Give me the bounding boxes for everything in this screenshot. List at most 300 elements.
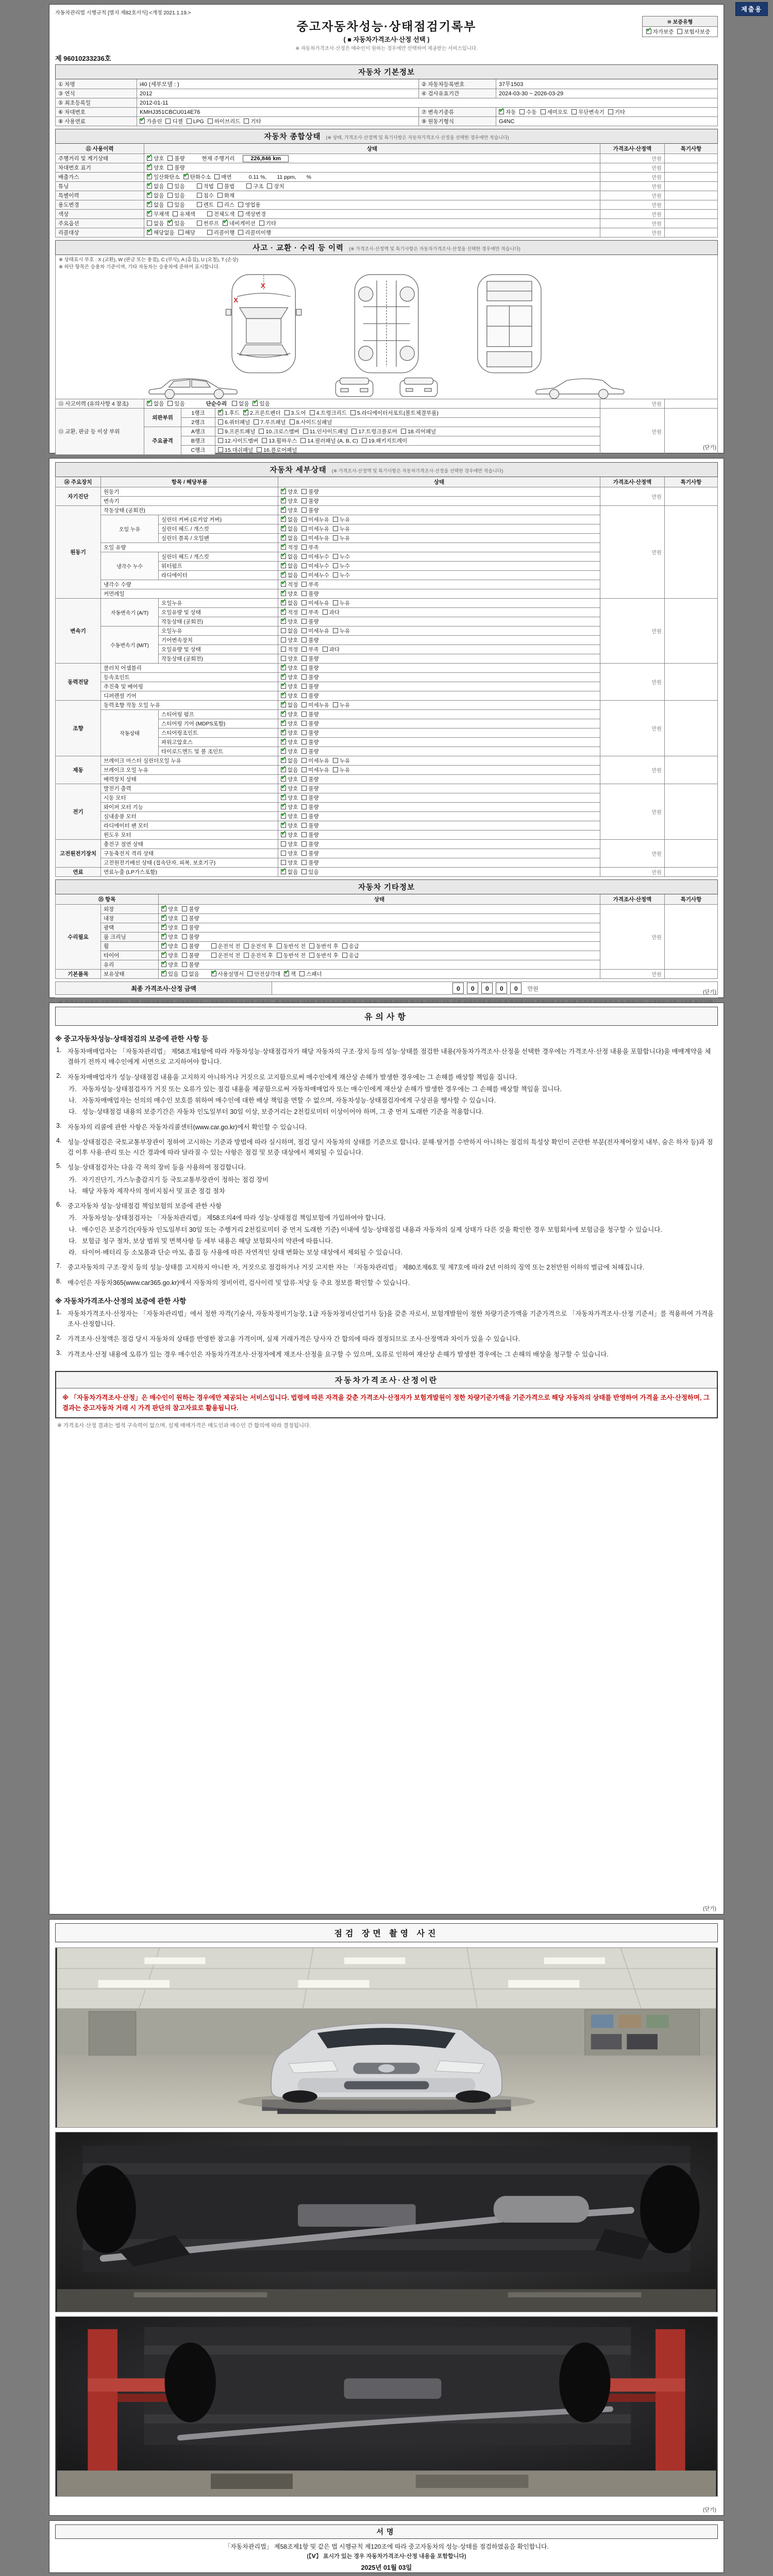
checkbox-option[interactable] — [197, 201, 214, 209]
checkbox-option[interactable] — [301, 812, 318, 820]
checkbox-option[interactable] — [254, 418, 285, 426]
checkbox-option[interactable] — [333, 571, 350, 579]
checked-checkbox-icon[interactable] — [281, 545, 286, 550]
checkbox-option[interactable] — [333, 599, 350, 607]
checkbox-icon[interactable] — [197, 221, 202, 226]
checkbox-option[interactable] — [281, 710, 298, 718]
checkbox-option[interactable] — [333, 562, 350, 570]
checkbox-icon[interactable] — [244, 953, 249, 958]
checkbox-option[interactable] — [301, 738, 318, 746]
checkbox-option[interactable] — [301, 673, 318, 681]
checkbox-icon[interactable] — [301, 563, 307, 568]
checkbox-icon[interactable] — [301, 711, 307, 717]
checkbox-icon[interactable] — [238, 230, 243, 235]
checkbox-option[interactable] — [281, 738, 298, 746]
checkbox-option[interactable] — [301, 590, 318, 598]
checkbox-option[interactable] — [217, 192, 234, 199]
checkbox-option[interactable] — [182, 914, 199, 922]
checkbox-option[interactable] — [281, 868, 298, 876]
checkbox-option[interactable] — [167, 201, 184, 209]
checkbox-icon[interactable] — [301, 600, 307, 605]
checked-checkbox-icon[interactable] — [147, 211, 152, 216]
checkbox-icon[interactable] — [182, 906, 187, 911]
checkbox-icon[interactable] — [333, 554, 338, 559]
checkbox-icon[interactable] — [301, 647, 307, 652]
checked-checkbox-icon[interactable] — [281, 786, 286, 791]
checkbox-option[interactable] — [301, 534, 329, 542]
checkbox-option[interactable] — [147, 164, 164, 172]
checkbox-icon[interactable] — [182, 971, 187, 976]
checked-checkbox-icon[interactable] — [281, 730, 286, 735]
checkbox-icon[interactable] — [167, 156, 173, 161]
checkbox-icon[interactable] — [281, 637, 286, 642]
checkbox-icon[interactable] — [301, 749, 307, 754]
checked-checkbox-icon[interactable] — [281, 767, 286, 772]
checkbox-option[interactable] — [281, 729, 298, 737]
checkbox-icon[interactable] — [197, 193, 202, 198]
checkbox-option[interactable] — [301, 683, 318, 690]
checked-checkbox-icon[interactable] — [281, 702, 286, 707]
checkbox-icon[interactable] — [301, 767, 307, 772]
checkbox-icon[interactable] — [301, 851, 307, 856]
checkbox-option[interactable] — [301, 859, 318, 867]
checkbox-icon[interactable] — [333, 563, 338, 568]
checkbox-option[interactable] — [281, 757, 298, 765]
checkbox-option[interactable] — [333, 766, 350, 774]
checkbox-icon[interactable] — [281, 851, 286, 856]
checkbox-option[interactable] — [401, 428, 436, 435]
checkbox-icon[interactable] — [303, 429, 308, 434]
checked-checkbox-icon[interactable] — [281, 721, 286, 726]
checkbox-icon[interactable] — [167, 401, 173, 406]
checkbox-icon[interactable] — [147, 221, 152, 226]
checkbox-icon[interactable] — [211, 953, 216, 958]
checked-checkbox-icon[interactable] — [281, 795, 286, 800]
checked-checkbox-icon[interactable] — [147, 193, 152, 198]
checkbox-icon[interactable] — [301, 619, 307, 624]
checkbox-icon[interactable] — [351, 429, 357, 434]
checked-checkbox-icon[interactable] — [281, 609, 286, 615]
checkbox-option[interactable] — [211, 942, 241, 950]
checkbox-option[interactable] — [333, 701, 350, 709]
checkbox-option[interactable] — [182, 924, 199, 931]
checkbox-icon[interactable] — [232, 401, 237, 406]
checkbox-option[interactable] — [161, 952, 178, 959]
checkbox-option[interactable] — [281, 673, 298, 681]
checked-checkbox-icon[interactable] — [147, 202, 152, 207]
checked-checkbox-icon[interactable] — [147, 401, 152, 406]
checkbox-icon[interactable] — [211, 943, 216, 948]
checkbox-option[interactable] — [147, 182, 164, 190]
checkbox-icon[interactable] — [323, 609, 328, 615]
checkbox-option[interactable] — [281, 562, 298, 570]
checkbox-option[interactable] — [301, 840, 318, 848]
checkbox-option[interactable] — [218, 437, 258, 445]
checkbox-icon[interactable] — [301, 776, 307, 782]
checked-checkbox-icon[interactable] — [223, 221, 228, 226]
checkbox-icon[interactable] — [281, 841, 286, 846]
checkbox-option[interactable] — [161, 933, 178, 941]
checkbox-icon[interactable] — [173, 211, 178, 216]
checkbox-option[interactable] — [301, 803, 318, 811]
checkbox-option[interactable] — [284, 409, 306, 417]
checkbox-option[interactable] — [167, 155, 184, 162]
checkbox-option[interactable] — [301, 868, 318, 876]
checked-checkbox-icon[interactable] — [281, 489, 286, 494]
checkbox-option[interactable] — [147, 155, 164, 162]
checkbox-icon[interactable] — [608, 109, 613, 114]
checkbox-option[interactable] — [301, 636, 318, 644]
checkbox-option[interactable] — [301, 655, 318, 663]
checkbox-icon[interactable] — [301, 572, 307, 578]
checkbox-option[interactable] — [182, 952, 199, 959]
checkbox-option[interactable] — [281, 850, 298, 857]
checkbox-option[interactable] — [253, 400, 270, 408]
checkbox-option[interactable] — [183, 173, 211, 181]
checked-checkbox-icon[interactable] — [281, 572, 286, 578]
checked-checkbox-icon[interactable] — [253, 401, 258, 406]
checkbox-icon[interactable] — [301, 517, 307, 522]
checkbox-option[interactable] — [238, 210, 266, 218]
checked-checkbox-icon[interactable] — [281, 684, 286, 689]
checkbox-option[interactable] — [246, 182, 263, 190]
checkbox-icon[interactable] — [208, 118, 213, 124]
checkbox-icon[interactable] — [217, 193, 223, 198]
checked-checkbox-icon[interactable] — [281, 535, 286, 540]
checkbox-icon[interactable] — [301, 637, 307, 642]
checkbox-option[interactable] — [182, 961, 199, 969]
checkbox-icon[interactable] — [299, 971, 305, 976]
checked-checkbox-icon[interactable] — [161, 916, 166, 921]
checkbox-option[interactable] — [301, 785, 318, 792]
checkbox-option[interactable] — [301, 525, 329, 533]
checkbox-option[interactable] — [207, 229, 235, 236]
checkbox-option[interactable] — [167, 219, 184, 227]
checkbox-option[interactable] — [167, 400, 184, 408]
checked-checkbox-icon[interactable] — [281, 711, 286, 717]
checkbox-icon[interactable] — [197, 202, 202, 207]
checkbox-option[interactable] — [167, 192, 184, 199]
checkbox-icon[interactable] — [301, 498, 307, 503]
checkbox-icon[interactable] — [197, 183, 202, 189]
checkbox-option[interactable] — [214, 173, 231, 181]
checkbox-option[interactable] — [333, 553, 350, 561]
checkbox-option[interactable] — [182, 970, 199, 978]
checkbox-icon[interactable] — [301, 665, 307, 670]
checkbox-icon[interactable] — [257, 447, 262, 452]
checkbox-option[interactable] — [350, 409, 439, 417]
checkbox-icon[interactable] — [244, 118, 249, 124]
checked-checkbox-icon[interactable] — [281, 582, 286, 587]
checkbox-icon[interactable] — [178, 230, 183, 235]
checkbox-option[interactable] — [238, 229, 271, 236]
checkbox-icon[interactable] — [333, 702, 338, 707]
checkbox-icon[interactable] — [572, 109, 577, 114]
checkbox-icon[interactable] — [342, 953, 347, 958]
checkbox-option[interactable] — [333, 525, 350, 533]
checkbox-icon[interactable] — [519, 109, 525, 114]
checkbox-option[interactable] — [301, 497, 318, 505]
checkbox-option[interactable] — [281, 525, 298, 533]
checkbox-option[interactable] — [182, 933, 199, 941]
checkbox-option[interactable] — [333, 516, 350, 523]
checkbox-option[interactable] — [572, 108, 604, 116]
checkbox-option[interactable] — [677, 28, 710, 36]
checkbox-icon[interactable] — [300, 438, 306, 443]
checkbox-option[interactable] — [342, 952, 359, 959]
checkbox-option[interactable] — [281, 646, 298, 653]
checkbox-option[interactable] — [301, 664, 318, 672]
checked-checkbox-icon[interactable] — [646, 29, 651, 34]
checked-checkbox-icon[interactable] — [281, 591, 286, 596]
checkbox-option[interactable] — [244, 952, 273, 959]
checkbox-icon[interactable] — [238, 202, 243, 207]
checked-checkbox-icon[interactable] — [281, 526, 286, 531]
checkbox-icon[interactable] — [254, 419, 259, 425]
checkbox-option[interactable] — [301, 720, 318, 727]
checkbox-option[interactable] — [281, 627, 298, 635]
checkbox-option[interactable] — [147, 229, 175, 236]
checked-checkbox-icon[interactable] — [281, 814, 286, 819]
checkbox-icon[interactable] — [290, 419, 295, 425]
checkbox-option[interactable] — [281, 748, 298, 755]
checkbox-icon[interactable] — [333, 767, 338, 772]
checkbox-option[interactable] — [281, 822, 298, 829]
checkbox-option[interactable] — [362, 437, 407, 445]
checkbox-icon[interactable] — [259, 429, 264, 434]
checkbox-option[interactable] — [300, 437, 358, 445]
checkbox-option[interactable] — [281, 766, 298, 774]
checkbox-icon[interactable] — [342, 943, 347, 948]
checkbox-option[interactable] — [301, 831, 318, 839]
checkbox-icon[interactable] — [218, 447, 223, 452]
checkbox-option[interactable] — [301, 571, 329, 579]
checkbox-icon[interactable] — [301, 684, 307, 689]
checked-checkbox-icon[interactable] — [161, 962, 166, 967]
checkbox-option[interactable] — [147, 201, 164, 209]
checkbox-option[interactable] — [281, 599, 298, 607]
checked-checkbox-icon[interactable] — [281, 619, 286, 624]
checkbox-option[interactable] — [218, 409, 240, 417]
checkbox-option[interactable] — [182, 905, 199, 913]
checkbox-icon[interactable] — [167, 183, 173, 189]
checkbox-option[interactable] — [281, 618, 298, 625]
checkbox-option[interactable] — [301, 562, 329, 570]
checkbox-option[interactable] — [646, 28, 674, 36]
checkbox-icon[interactable] — [187, 118, 192, 124]
checkbox-icon[interactable] — [541, 109, 546, 114]
checkbox-icon[interactable] — [301, 591, 307, 596]
checkbox-option[interactable] — [281, 553, 298, 561]
checkbox-icon[interactable] — [301, 758, 307, 763]
checkbox-option[interactable] — [281, 775, 298, 783]
checkbox-option[interactable] — [173, 210, 195, 218]
checkbox-icon[interactable] — [284, 410, 290, 415]
checkbox-option[interactable] — [161, 942, 178, 950]
checkbox-option[interactable] — [303, 428, 348, 435]
checked-checkbox-icon[interactable] — [161, 906, 166, 911]
close-link[interactable]: (닫기) — [703, 990, 716, 995]
checkbox-icon[interactable] — [281, 860, 286, 865]
checkbox-icon[interactable] — [277, 943, 282, 948]
checked-checkbox-icon[interactable] — [281, 823, 286, 828]
checkbox-option[interactable] — [301, 775, 318, 783]
checkbox-option[interactable] — [281, 840, 298, 848]
checkbox-option[interactable] — [310, 409, 347, 417]
checkbox-icon[interactable] — [301, 832, 307, 837]
checked-checkbox-icon[interactable] — [183, 174, 189, 179]
checkbox-option[interactable] — [333, 757, 350, 765]
checked-checkbox-icon[interactable] — [281, 554, 286, 559]
checkbox-icon[interactable] — [301, 721, 307, 726]
checkbox-option[interactable] — [281, 534, 298, 542]
checkbox-option[interactable] — [281, 636, 298, 644]
checkbox-option[interactable] — [167, 182, 184, 190]
checkbox-icon[interactable] — [301, 814, 307, 819]
checkbox-option[interactable] — [165, 117, 182, 125]
checkbox-option[interactable] — [301, 646, 318, 653]
checkbox-option[interactable] — [281, 608, 298, 616]
checkbox-option[interactable] — [232, 400, 249, 408]
checkbox-option[interactable] — [281, 692, 298, 700]
checkbox-option[interactable] — [301, 710, 318, 718]
checkbox-icon[interactable] — [301, 582, 307, 587]
checkbox-icon[interactable] — [333, 535, 338, 540]
checkbox-option[interactable] — [323, 608, 340, 616]
checkbox-icon[interactable] — [301, 786, 307, 791]
checkbox-icon[interactable] — [301, 628, 307, 633]
checkbox-option[interactable] — [277, 952, 306, 959]
checkbox-option[interactable] — [323, 646, 340, 653]
checkbox-icon[interactable] — [167, 202, 173, 207]
checkbox-option[interactable] — [197, 219, 219, 227]
checkbox-icon[interactable] — [301, 795, 307, 800]
checkbox-icon[interactable] — [267, 183, 272, 189]
checkbox-icon[interactable] — [207, 211, 212, 216]
checkbox-option[interactable] — [211, 970, 244, 978]
checkbox-option[interactable] — [218, 418, 250, 426]
checkbox-option[interactable] — [301, 692, 318, 700]
checkbox-icon[interactable] — [217, 183, 223, 189]
checkbox-option[interactable] — [301, 729, 318, 737]
checkbox-option[interactable] — [281, 664, 298, 672]
checkbox-option[interactable] — [281, 581, 298, 588]
checkbox-icon[interactable] — [182, 934, 187, 939]
checked-checkbox-icon[interactable] — [147, 165, 152, 170]
checkbox-icon[interactable] — [301, 535, 307, 540]
checkbox-option[interactable] — [178, 229, 195, 236]
checked-checkbox-icon[interactable] — [281, 498, 286, 503]
checkbox-option[interactable] — [301, 794, 318, 802]
checkbox-option[interactable] — [281, 506, 298, 514]
checked-checkbox-icon[interactable] — [281, 563, 286, 568]
checkbox-option[interactable] — [301, 488, 318, 496]
checkbox-icon[interactable] — [281, 628, 286, 633]
checkbox-option[interactable] — [218, 428, 255, 435]
checkbox-icon[interactable] — [217, 202, 223, 207]
checkbox-icon[interactable] — [207, 230, 212, 235]
checkbox-option[interactable] — [161, 961, 178, 969]
checkbox-option[interactable] — [301, 850, 318, 857]
checked-checkbox-icon[interactable] — [281, 832, 286, 837]
checked-checkbox-icon[interactable] — [281, 869, 286, 874]
checkbox-icon[interactable] — [167, 165, 173, 170]
checkbox-option[interactable] — [499, 108, 516, 116]
checked-checkbox-icon[interactable] — [147, 183, 152, 189]
checked-checkbox-icon[interactable] — [218, 410, 223, 415]
checked-checkbox-icon[interactable] — [281, 776, 286, 782]
checkbox-option[interactable] — [309, 952, 339, 959]
checkbox-option[interactable] — [309, 942, 339, 950]
checkbox-option[interactable] — [281, 794, 298, 802]
checkbox-option[interactable] — [333, 534, 350, 542]
checkbox-icon[interactable] — [301, 554, 307, 559]
checkbox-icon[interactable] — [281, 656, 286, 661]
checkbox-icon[interactable] — [238, 211, 243, 216]
checkbox-option[interactable] — [197, 192, 214, 199]
checkbox-option[interactable] — [207, 210, 235, 218]
checkbox-option[interactable] — [182, 942, 199, 950]
checkbox-option[interactable] — [147, 192, 164, 199]
checkbox-icon[interactable] — [301, 656, 307, 661]
checkbox-icon[interactable] — [246, 183, 251, 189]
checkbox-option[interactable] — [519, 108, 536, 116]
checkbox-option[interactable] — [161, 905, 178, 913]
checked-checkbox-icon[interactable] — [281, 693, 286, 698]
checkbox-icon[interactable] — [333, 628, 338, 633]
checkbox-option[interactable] — [301, 608, 318, 616]
checkbox-option[interactable] — [281, 701, 298, 709]
checkbox-option[interactable] — [243, 409, 280, 417]
checkbox-option[interactable] — [147, 219, 164, 227]
checked-checkbox-icon[interactable] — [499, 109, 504, 114]
checkbox-icon[interactable] — [218, 429, 223, 434]
checkbox-icon[interactable] — [310, 410, 315, 415]
checkbox-icon[interactable] — [182, 953, 187, 958]
checkbox-option[interactable] — [281, 544, 298, 551]
checkbox-option[interactable] — [351, 428, 397, 435]
checked-checkbox-icon[interactable] — [281, 674, 286, 680]
checkbox-option[interactable] — [247, 970, 280, 978]
checkbox-icon[interactable] — [301, 545, 307, 550]
checkbox-option[interactable] — [301, 516, 329, 523]
checkbox-icon[interactable] — [333, 526, 338, 531]
checkbox-icon[interactable] — [309, 953, 314, 958]
checkbox-icon[interactable] — [277, 953, 282, 958]
checkbox-option[interactable] — [244, 117, 261, 125]
checked-checkbox-icon[interactable] — [284, 971, 289, 976]
checkbox-icon[interactable] — [301, 693, 307, 698]
close-link[interactable]: (닫기) — [703, 2507, 716, 2513]
checkbox-icon[interactable] — [218, 419, 223, 425]
checkbox-option[interactable] — [281, 488, 298, 496]
checkbox-option[interactable] — [301, 618, 318, 625]
checkbox-option[interactable] — [161, 924, 178, 931]
checkbox-option[interactable] — [187, 118, 204, 125]
checked-checkbox-icon[interactable] — [147, 174, 152, 179]
checked-checkbox-icon[interactable] — [281, 758, 286, 763]
checkbox-icon[interactable] — [323, 647, 328, 652]
checked-checkbox-icon[interactable] — [161, 953, 166, 958]
checked-checkbox-icon[interactable] — [161, 925, 166, 930]
checkbox-option[interactable] — [259, 428, 299, 435]
checkbox-icon[interactable] — [333, 517, 338, 522]
checkbox-option[interactable] — [281, 720, 298, 727]
checkbox-option[interactable] — [281, 831, 298, 839]
checkbox-option[interactable] — [281, 516, 298, 523]
checkbox-icon[interactable] — [218, 438, 223, 443]
checkbox-option[interactable] — [223, 219, 256, 227]
